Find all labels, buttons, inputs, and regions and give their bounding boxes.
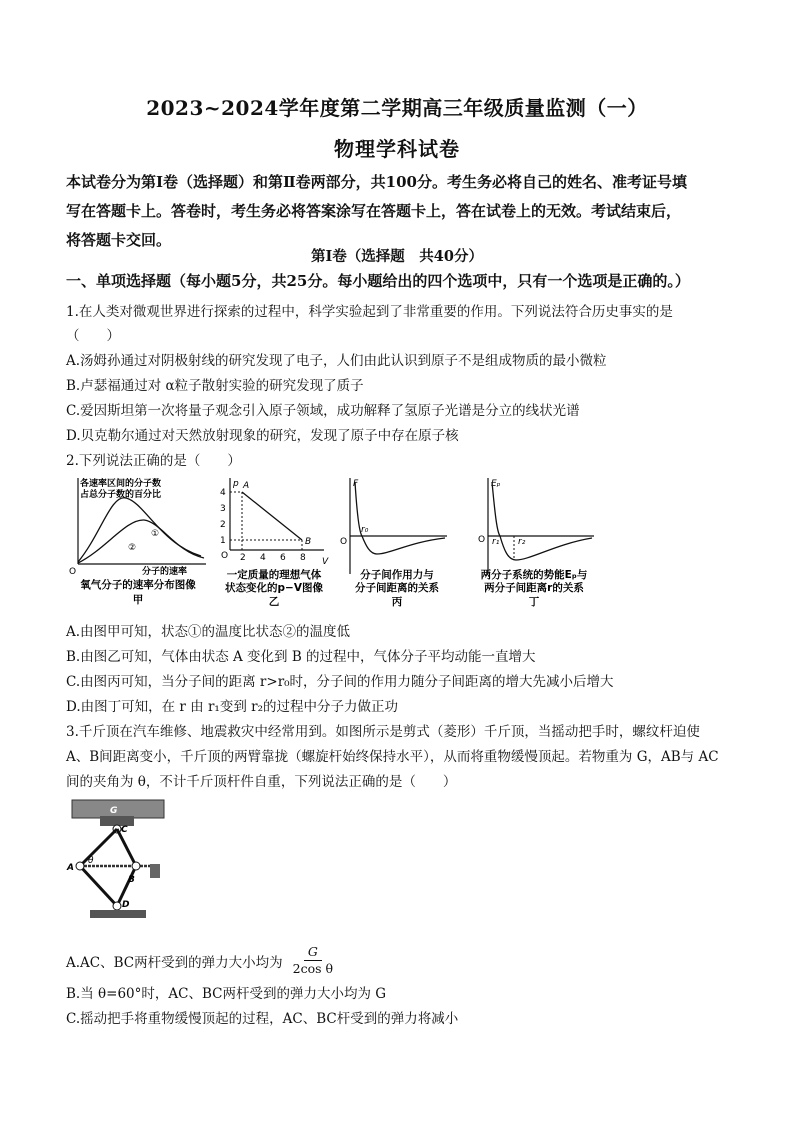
instructions-line: 将答题卡交回。 [66,231,172,249]
x-tick: 2 [240,553,246,563]
y-axis-label: 各速率区间的分子数 [80,479,162,489]
q3-option-b: B.当 θ=60°时，AC、BC两杆受到的弹力大小均为 G [66,986,387,1002]
jack-figure [66,798,176,926]
pivot-a [76,862,84,870]
r1-label: r₁ [492,537,500,547]
label-c: C [121,825,128,835]
exam-subtitle: 物理学科试卷 [334,137,460,161]
label-a: A [67,863,74,873]
figure-caption: 分子间作用力与 [360,569,434,581]
origin-label: O [478,535,486,545]
q1-option-a: A.汤姆孙通过对阴极射线的研究发现了电子，人们由此认识到原子不是组成物质的最小微粒 [66,353,607,369]
q3-option-a [66,944,337,977]
instructions-line: 本试卷分为第Ⅰ卷（选择题）和第Ⅱ卷两部分，共100分。考生务必将自己的姓名、准考证号填 [66,173,687,191]
q2-option-b: B.由图乙可知，气体由状态 A 变化到 B 的过程中，气体分子平均动能一直增大 [66,649,536,665]
x-tick: 6 [280,553,286,563]
q1-option-c: C.爱因斯坦第一次将量子观念引入原子领域，成功解释了氢原子光谱是分立的线状光谱 [66,403,580,419]
q2-stem: 2.下列说法正确的是（ ） [66,453,241,469]
y-axis-label: p [233,479,239,489]
y-axis-label: 占总分子数的百分比 [80,490,162,500]
exam-title: 2023~2024学年度第二学期高三年级质量监测（一） [146,96,648,120]
q1-option-b: B.卢瑟福通过对 α粒子散射实验的研究发现了质子 [66,378,364,394]
figure-caption: 两分子间距离r的关系 [484,582,584,594]
figure-label: 丁 [528,596,540,608]
curve-2 [78,520,204,563]
section-heading: 第Ⅰ卷（选择题 共40分） [311,248,483,265]
x-axis-label: V [322,557,329,567]
pivot-b [132,862,140,870]
instructions [66,168,738,255]
y-tick: 2 [220,520,226,530]
fraction-numerator: G [304,944,322,961]
r0-label: r₀ [361,525,369,535]
y-tick: 1 [220,536,226,546]
origin-label: O [340,537,348,547]
process-line-ab [242,492,302,540]
fraction [289,944,337,977]
figure-label: 甲 [132,594,144,606]
q1-blank: （ ） [66,328,120,344]
instructions-line: 写在答题卡上。答卷时，考生务必将答案涂写在答题卡上，答在试卷上的无效。考试结束后， [66,202,682,220]
q3-stem-line: 3.千斤顶在汽车维修、地震救灾中经常用到。如图所示是剪式（菱形）千斤顶，当摇动把手时，螺纹杆迫使 [66,724,700,740]
x-tick: 4 [260,553,266,563]
q2-option-d: D.由图丁可知，在 r 由 r₁变到 r₂的过程中分子力做正功 [66,699,398,715]
point-a-label: A [243,481,250,491]
point-b-label: B [305,537,312,547]
label-b: B [128,875,135,885]
figure-caption: 两分子系统的势能Eₚ与 [480,569,588,581]
label-g: G [110,806,118,816]
label-theta: θ [88,856,94,866]
handle-icon [150,864,160,878]
x-tick: 8 [300,553,306,563]
figure-jia [66,474,216,609]
figure-caption: 氧气分子的速率分布图像 [80,579,196,591]
q2-option-a: A.由图甲可知，状态①的温度比状态②的温度低 [66,624,351,640]
figure-label: 丙 [391,596,403,608]
base-plate [90,910,146,918]
curve-1-label: ① [151,529,160,539]
figure-caption: 分子间距离的关系 [355,582,439,594]
q3-stem-line: A、B间距离变小，千斤顶的两臂靠拢（螺旋杆始终保持水平），从而将重物缓慢顶起。若物重为 G，AB与 AC [66,749,719,765]
curve-1 [78,498,201,562]
y-tick: 3 [220,504,226,514]
q1-stem: 1.在人类对微观世界进行探索的过程中，科学实验起到了非常重要的作用。下列说法符合历史事实的是 [66,304,673,320]
curve-2-label: ② [128,543,137,553]
fraction-denominator: 2cos θ [292,961,334,976]
figure-caption: 状态变化的p−V图像 [225,582,323,594]
q3-option-a-text: A.AC、BC两杆受到的弹力大小均为 [66,954,283,971]
q1-option-d: D.贝克勒尔通过对天然放射现象的研究，发现了原子中存在原子核 [66,428,459,444]
pivot-d [113,902,121,910]
arm-ad [80,866,117,906]
y-tick: 4 [220,488,226,498]
q3-stem-line: 间的夹角为 θ，不计千斤顶杆件自重，下列说法正确的是（ ） [66,774,457,790]
arm-ac [80,829,117,866]
figure-ding [468,474,598,609]
origin-label: O [69,567,77,577]
figure-yi [212,474,332,609]
figure-label: 乙 [268,596,280,608]
figure-bing [335,474,455,609]
q3-option-c: C.摇动把手将重物缓慢顶起的过程，AC、BC杆受到的弹力将减小 [66,1011,459,1027]
q2-option-c: C.由图丙可知，当分子间的距离 r>r₀时，分子间的作用力随分子间距离的增大先减小后增大 [66,674,614,690]
weight-block [72,800,164,818]
origin-label: O [221,551,229,561]
label-d: D [122,900,130,910]
figure-caption: 一定质量的理想气体 [226,569,322,581]
x-axis-label: 分子的速率 [142,567,188,577]
y-axis-label: F [353,479,359,489]
y-axis-label: Eₚ [491,479,501,489]
force-curve [355,482,445,554]
r2-label: r₂ [518,537,526,547]
part-heading: 一、单项选择题（每小题5分，共25分。每小题给出的四个选项中，只有一个选项是正确的。） [66,272,690,290]
potential-curve [492,482,592,560]
